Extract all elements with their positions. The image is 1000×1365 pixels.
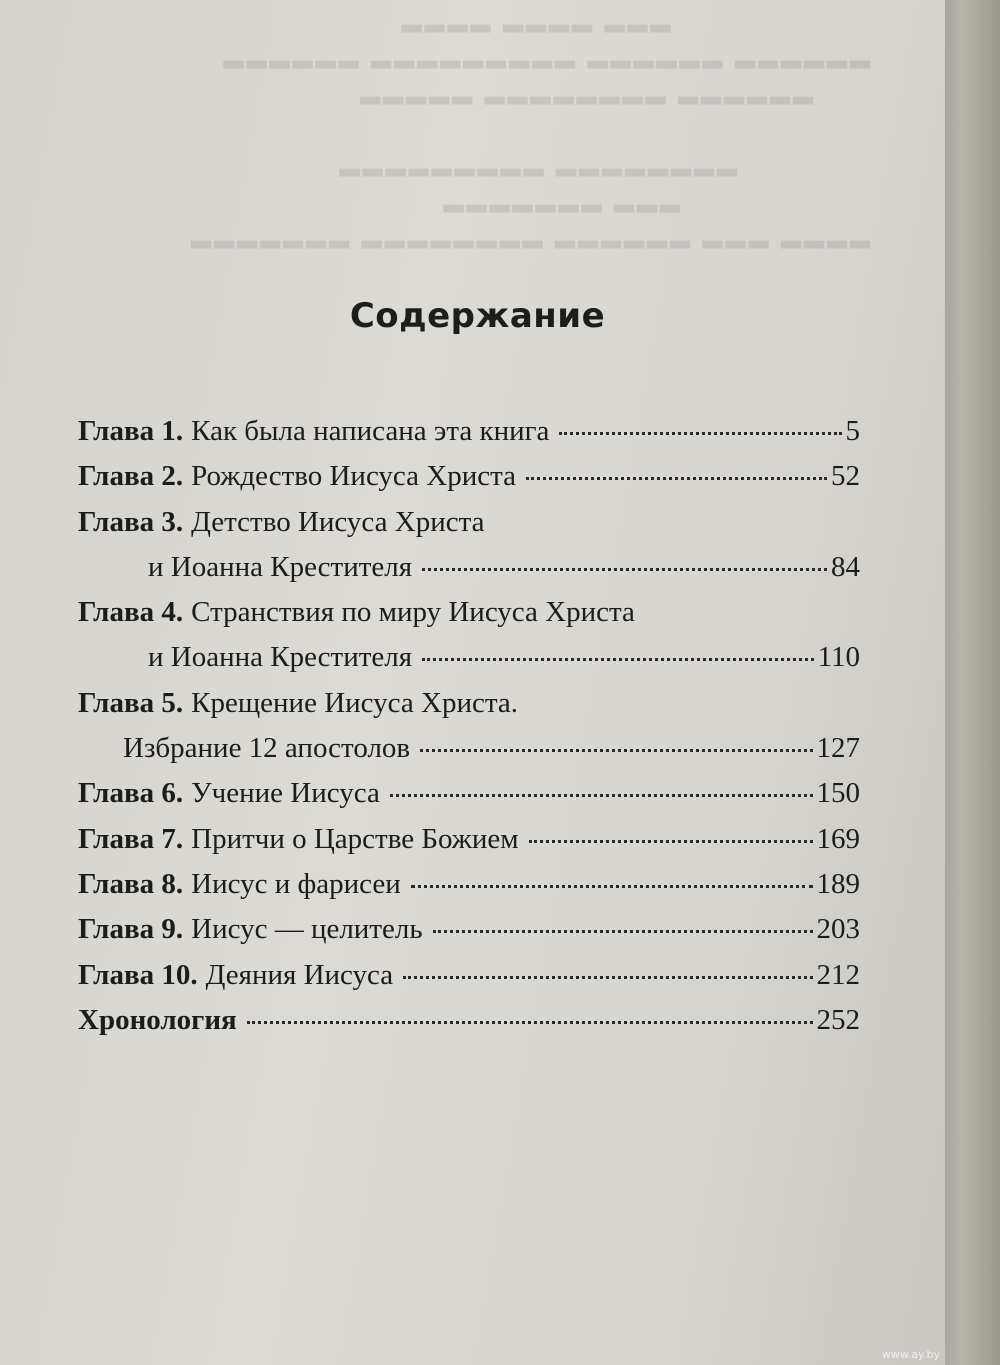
toc-entry-continuation xyxy=(78,732,860,777)
dot-leader xyxy=(247,1021,813,1024)
page-number: 5 xyxy=(845,415,860,447)
toc-entry xyxy=(78,687,860,732)
dot-leader xyxy=(526,477,827,480)
chapter-title: Деяния Иисуса xyxy=(205,958,394,991)
dot-leader xyxy=(390,794,813,797)
show-through-text: ▂▂▂ ▂▂▂▂ ▂▂▂▂ ▂▂▂▂▂▂ ▂▂▂▂▂▂ ▂▂▂▂▂▂▂▂▂ ▂▂▂▂▂▂ ▂▂▂▂▂▂ ▂▂▂▂▂▂▂▂ ▂▂▂▂▂ ▂▂▂▂▂▂▂▂ ▂▂▂▂▂▂▂▂▂ ▂▂▂ ▂▂▂▂▂▂▂ ▂▂▂▂ ▂▂▂ ▂▂▂▂▂▂ ▂▂▂▂▂▂▂▂ ▂▂▂▂▂▂▂ xyxy=(188,3,870,248)
watermark: www.ay.by xyxy=(881,1348,940,1361)
chapter-title: и Иоанна Крестителя xyxy=(148,550,413,583)
chapter-title: Иисус — целитель xyxy=(191,913,423,946)
dot-leader xyxy=(422,658,813,661)
chapter-label: Глава 4. xyxy=(78,596,184,629)
toc-entry xyxy=(78,596,860,641)
page-number: 127 xyxy=(816,732,860,765)
chapter-label: Хронология xyxy=(78,1003,237,1036)
toc-entry xyxy=(78,506,860,551)
chapter-title: Иисус и фарисеи xyxy=(191,867,401,900)
toc-entry xyxy=(78,913,860,958)
chapter-label: Глава 5. xyxy=(78,686,184,719)
page-number: 252 xyxy=(816,1003,860,1036)
page-number: 150 xyxy=(816,777,860,810)
page-number: 169 xyxy=(816,822,860,855)
page-number: 212 xyxy=(816,958,860,991)
chapter-title: Странствия по миру Иисуса Христа xyxy=(191,596,635,629)
chapter-label: Глава 10. xyxy=(78,958,198,991)
table-of-contents xyxy=(78,415,860,1049)
dot-leader xyxy=(403,976,812,979)
chapter-label: Глава 7. xyxy=(78,822,184,855)
page-number: 52 xyxy=(831,460,860,493)
toc-entry xyxy=(78,415,860,460)
toc-entry xyxy=(78,460,860,505)
toc-entry-continuation xyxy=(78,641,860,686)
chapter-title: Рождество Иисуса Христа xyxy=(191,460,517,493)
chapter-label: Глава 1. xyxy=(78,415,184,447)
toc-entry-continuation xyxy=(78,551,860,596)
page-number: 189 xyxy=(816,867,860,900)
chapter-label: Глава 2. xyxy=(78,460,184,493)
page-title: Содержание xyxy=(349,296,606,336)
chapter-label: Глава 6. xyxy=(78,777,184,810)
page-number: 203 xyxy=(816,913,860,946)
dot-leader xyxy=(559,432,841,435)
chapter-label: Глава 8. xyxy=(78,867,184,900)
chapter-label: Глава 9. xyxy=(78,913,184,946)
chapter-title: Крещение Иисуса Христа. xyxy=(191,686,518,719)
dot-leader xyxy=(433,930,813,933)
chapter-title: Притчи о Царстве Божием xyxy=(191,822,519,855)
chapter-title: Детство Иисуса Христа xyxy=(191,505,485,538)
chapter-title: и Иоанна Крестителя xyxy=(148,641,413,674)
toc-entry xyxy=(78,868,860,913)
dot-leader xyxy=(422,568,827,571)
page-number: 110 xyxy=(817,641,860,674)
chapter-label: Глава 3. xyxy=(78,505,184,538)
chapter-title: Избрание 12 апостолов xyxy=(123,732,411,765)
dot-leader xyxy=(529,840,813,843)
dot-leader xyxy=(420,749,812,752)
book-spine-edge xyxy=(945,0,1000,1365)
toc-entry xyxy=(78,823,860,868)
dot-leader xyxy=(411,885,813,888)
toc-entry xyxy=(78,959,860,1004)
toc-entry xyxy=(78,1004,860,1049)
toc-entry xyxy=(78,777,860,822)
page-number: 84 xyxy=(831,550,860,583)
chapter-title: Как была написана эта книга xyxy=(191,415,550,447)
chapter-title: Учение Иисуса xyxy=(191,777,380,810)
